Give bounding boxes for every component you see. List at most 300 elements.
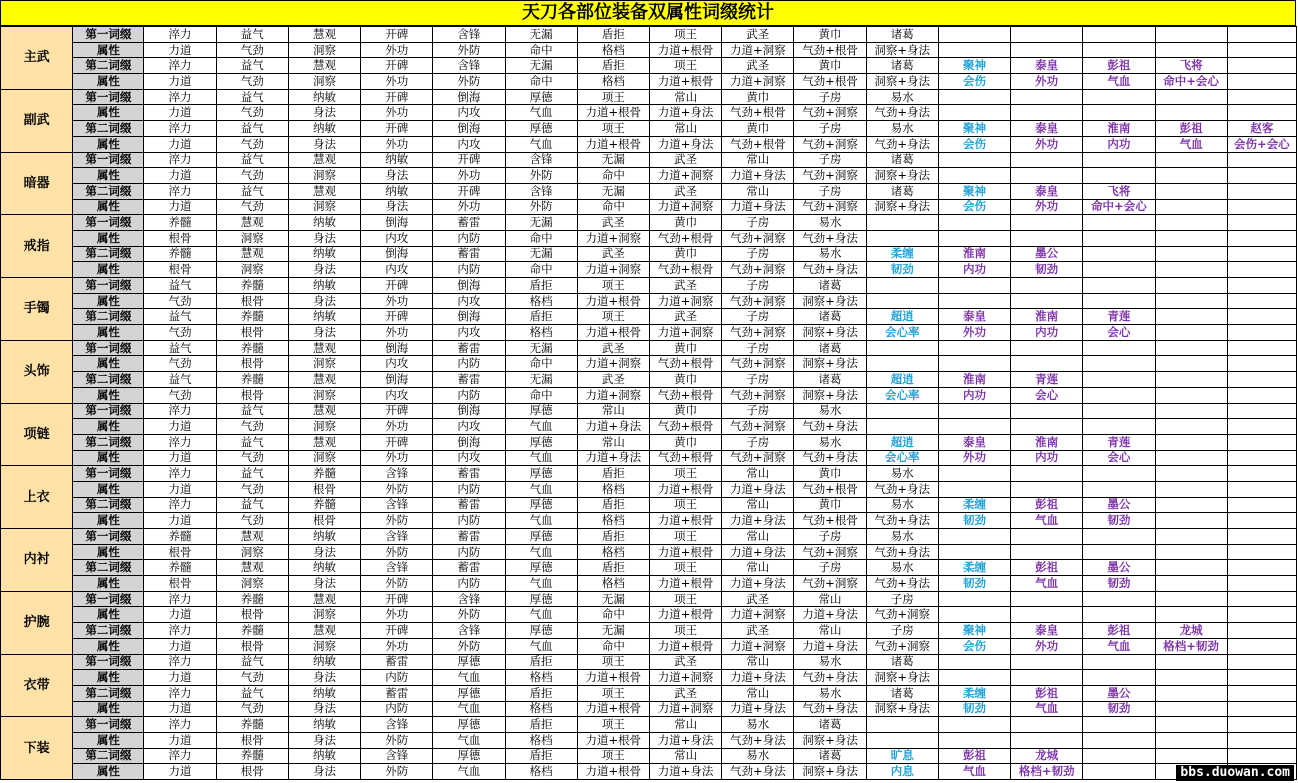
table-cell: 洞察 bbox=[288, 419, 360, 435]
table-cell: 力道 bbox=[144, 701, 216, 717]
row-label: 属性 bbox=[73, 607, 144, 623]
table-cell: 根骨 bbox=[216, 387, 288, 403]
table-cell: 厚德 bbox=[505, 121, 577, 137]
table-cell bbox=[1155, 701, 1227, 717]
table-cell bbox=[938, 278, 1010, 294]
row-label: 第一词缀 bbox=[73, 340, 144, 356]
table-cell: 墨公 bbox=[1011, 246, 1083, 262]
table-cell: 武圣 bbox=[577, 372, 649, 388]
table-cell: 纳敏 bbox=[361, 152, 433, 168]
table-cell: 洞察+身法 bbox=[866, 42, 938, 58]
table-cell bbox=[1011, 591, 1083, 607]
table-cell bbox=[1083, 262, 1155, 278]
table-cell: 根骨 bbox=[288, 513, 360, 529]
table-cell: 彭祖 bbox=[1083, 623, 1155, 639]
table-cell bbox=[1011, 466, 1083, 482]
table-cell: 洞察 bbox=[288, 356, 360, 372]
table-cell: 格档 bbox=[505, 293, 577, 309]
table-cell: 黄巾 bbox=[649, 372, 721, 388]
table-cell: 会伤 bbox=[938, 638, 1010, 654]
table-cell: 外功 bbox=[938, 325, 1010, 341]
table-cell: 力道 bbox=[144, 168, 216, 184]
table-cell: 养髓 bbox=[144, 215, 216, 231]
table-cell: 超逍 bbox=[866, 372, 938, 388]
table-cell: 外防 bbox=[433, 42, 505, 58]
table-cell: 气劲 bbox=[144, 325, 216, 341]
table-cell: 身法 bbox=[288, 262, 360, 278]
table-cell: 洞察+身法 bbox=[794, 325, 866, 341]
table-cell bbox=[1227, 89, 1296, 105]
part-name: 副武 bbox=[1, 89, 73, 152]
table-cell: 泰皇 bbox=[1011, 183, 1083, 199]
table-cell: 黄巾 bbox=[649, 403, 721, 419]
table-cell: 含锋 bbox=[433, 623, 505, 639]
table-cell: 常山 bbox=[794, 591, 866, 607]
table-cell bbox=[1083, 466, 1155, 482]
table-cell bbox=[1155, 434, 1227, 450]
table-row bbox=[1, 183, 1297, 199]
table-cell: 彭祖 bbox=[1011, 685, 1083, 701]
table-cell: 根骨 bbox=[144, 230, 216, 246]
table-cell: 气血 bbox=[505, 607, 577, 623]
table-cell bbox=[1155, 654, 1227, 670]
table-cell: 易水 bbox=[722, 748, 794, 764]
table-cell bbox=[1227, 670, 1296, 686]
table-cell: 气劲+根骨 bbox=[722, 105, 794, 121]
table-cell: 厚德 bbox=[505, 529, 577, 545]
table-cell bbox=[1083, 387, 1155, 403]
table-cell: 养髓 bbox=[288, 466, 360, 482]
table-cell: 气血 bbox=[505, 419, 577, 435]
table-cell: 力道+根骨 bbox=[577, 293, 649, 309]
table-cell: 子房 bbox=[794, 183, 866, 199]
table-cell: 常山 bbox=[577, 434, 649, 450]
table-cell: 盾拒 bbox=[505, 748, 577, 764]
table-cell bbox=[938, 732, 1010, 748]
table-cell: 飞将 bbox=[1083, 183, 1155, 199]
table-cell: 益气 bbox=[216, 497, 288, 513]
table-cell: 力道 bbox=[144, 638, 216, 654]
table-cell: 力道 bbox=[144, 732, 216, 748]
table-cell: 项王 bbox=[577, 309, 649, 325]
table-cell: 格档+韧劲 bbox=[1155, 638, 1227, 654]
table-cell bbox=[1155, 419, 1227, 435]
table-cell: 淬力 bbox=[144, 89, 216, 105]
table-cell: 含锋 bbox=[505, 183, 577, 199]
table-cell: 子房 bbox=[794, 152, 866, 168]
table-cell: 内防 bbox=[361, 701, 433, 717]
table-cell: 倒海 bbox=[433, 434, 505, 450]
table-cell: 会心 bbox=[1011, 387, 1083, 403]
table-cell: 气劲+身法 bbox=[794, 230, 866, 246]
table-cell: 项王 bbox=[649, 497, 721, 513]
table-row bbox=[1, 670, 1297, 686]
table-cell: 黄巾 bbox=[722, 89, 794, 105]
table-cell: 洞察 bbox=[216, 262, 288, 278]
table-cell: 养髓 bbox=[216, 623, 288, 639]
table-cell bbox=[1083, 27, 1155, 43]
table-cell: 超逍 bbox=[866, 434, 938, 450]
table-cell bbox=[1083, 168, 1155, 184]
table-cell: 诸葛 bbox=[866, 183, 938, 199]
table-cell bbox=[1155, 325, 1227, 341]
table-row bbox=[1, 325, 1297, 341]
table-cell: 洞察+身法 bbox=[866, 670, 938, 686]
table-cell: 力道+身法 bbox=[649, 136, 721, 152]
table-cell: 外功 bbox=[361, 42, 433, 58]
table-row bbox=[1, 434, 1297, 450]
table-cell bbox=[1155, 717, 1227, 733]
table-cell: 淬力 bbox=[144, 121, 216, 137]
table-cell: 会伤 bbox=[938, 199, 1010, 215]
table-cell: 力道+洞察 bbox=[722, 638, 794, 654]
table-cell: 格档 bbox=[577, 576, 649, 592]
row-label: 属性 bbox=[73, 764, 144, 780]
table-cell: 力道 bbox=[144, 450, 216, 466]
part-name: 戒指 bbox=[1, 215, 73, 278]
row-label: 属性 bbox=[73, 325, 144, 341]
table-row bbox=[1, 121, 1297, 137]
table-cell bbox=[1227, 325, 1296, 341]
table-cell: 气劲+身法 bbox=[794, 419, 866, 435]
table-cell: 含锋 bbox=[361, 529, 433, 545]
table-cell: 力道+身法 bbox=[722, 513, 794, 529]
table-cell: 易水 bbox=[794, 246, 866, 262]
table-cell: 洞察 bbox=[216, 576, 288, 592]
table-cell: 淮南 bbox=[1011, 309, 1083, 325]
table-cell bbox=[866, 230, 938, 246]
table-cell bbox=[1083, 591, 1155, 607]
table-cell: 洞察 bbox=[288, 607, 360, 623]
table-cell: 无漏 bbox=[577, 623, 649, 639]
table-cell: 泰皇 bbox=[938, 434, 1010, 450]
part-name: 下装 bbox=[1, 717, 73, 780]
table-cell: 外功 bbox=[361, 74, 433, 90]
table-cell: 子房 bbox=[722, 246, 794, 262]
table-cell: 气劲+洞察 bbox=[794, 576, 866, 592]
table-cell: 淬力 bbox=[144, 403, 216, 419]
table-cell: 益气 bbox=[216, 58, 288, 74]
table-cell bbox=[1155, 340, 1227, 356]
table-cell bbox=[1227, 560, 1296, 576]
table-cell bbox=[1155, 670, 1227, 686]
table-cell bbox=[866, 419, 938, 435]
table-cell: 盾拒 bbox=[577, 58, 649, 74]
table-cell: 开碑 bbox=[361, 27, 433, 43]
table-cell bbox=[1227, 748, 1296, 764]
table-cell: 力道 bbox=[144, 105, 216, 121]
table-cell: 武圣 bbox=[649, 152, 721, 168]
table-cell: 外防 bbox=[361, 544, 433, 560]
table-cell: 养髓 bbox=[216, 278, 288, 294]
table-cell: 无漏 bbox=[577, 591, 649, 607]
table-cell: 气劲+根骨 bbox=[649, 387, 721, 403]
table-cell: 力道+身法 bbox=[649, 764, 721, 780]
table-cell: 气劲+身法 bbox=[722, 764, 794, 780]
table-cell bbox=[1083, 654, 1155, 670]
table-cell: 淬力 bbox=[144, 58, 216, 74]
table-cell: 气劲+洞察 bbox=[794, 136, 866, 152]
table-row bbox=[1, 105, 1297, 121]
table-cell: 内功 bbox=[1011, 450, 1083, 466]
table-cell: 易水 bbox=[794, 685, 866, 701]
row-label: 属性 bbox=[73, 732, 144, 748]
table-cell: 项王 bbox=[649, 27, 721, 43]
table-cell: 纳敏 bbox=[288, 215, 360, 231]
table-row bbox=[1, 513, 1297, 529]
table-cell bbox=[1011, 105, 1083, 121]
table-cell: 武圣 bbox=[649, 685, 721, 701]
table-cell: 力道+洞察 bbox=[722, 607, 794, 623]
table-row bbox=[1, 450, 1297, 466]
table-cell bbox=[938, 215, 1010, 231]
table-cell bbox=[1155, 246, 1227, 262]
table-cell: 气劲 bbox=[216, 136, 288, 152]
table-cell: 气劲+根骨 bbox=[649, 230, 721, 246]
table-cell: 开碑 bbox=[361, 309, 433, 325]
table-cell bbox=[1227, 701, 1296, 717]
table-cell: 开碑 bbox=[361, 591, 433, 607]
table-cell: 气劲 bbox=[216, 168, 288, 184]
table-cell: 养髓 bbox=[288, 497, 360, 513]
table-cell bbox=[1227, 215, 1296, 231]
table-row bbox=[1, 717, 1297, 733]
table-cell: 武圣 bbox=[722, 27, 794, 43]
row-label: 属性 bbox=[73, 356, 144, 372]
table-cell: 气劲+洞察 bbox=[794, 199, 866, 215]
row-label: 第二词缀 bbox=[73, 121, 144, 137]
table-cell bbox=[938, 591, 1010, 607]
table-cell: 易水 bbox=[866, 529, 938, 545]
table-cell: 淬力 bbox=[144, 27, 216, 43]
table-cell: 厚德 bbox=[505, 623, 577, 639]
table-cell: 会伤 bbox=[938, 74, 1010, 90]
table-row bbox=[1, 356, 1297, 372]
table-cell: 力道+洞察 bbox=[577, 387, 649, 403]
table-cell: 慧观 bbox=[288, 58, 360, 74]
table-cell: 外功 bbox=[1011, 638, 1083, 654]
table-cell: 气血 bbox=[1011, 576, 1083, 592]
row-label: 属性 bbox=[73, 450, 144, 466]
table-cell bbox=[1227, 246, 1296, 262]
table-cell: 力道+根骨 bbox=[649, 481, 721, 497]
table-cell: 命中 bbox=[505, 387, 577, 403]
table-row bbox=[1, 403, 1297, 419]
table-cell: 格档 bbox=[505, 701, 577, 717]
table-cell: 洞察 bbox=[288, 74, 360, 90]
table-cell bbox=[1011, 607, 1083, 623]
table-cell bbox=[1083, 419, 1155, 435]
table-cell: 气劲 bbox=[216, 513, 288, 529]
table-cell: 外防 bbox=[505, 168, 577, 184]
table-cell: 柔缠 bbox=[938, 560, 1010, 576]
table-cell: 根骨 bbox=[216, 293, 288, 309]
row-label: 第二词缀 bbox=[73, 246, 144, 262]
table-cell: 力道+根骨 bbox=[577, 701, 649, 717]
table-cell: 气血 bbox=[505, 450, 577, 466]
row-label: 第二词缀 bbox=[73, 623, 144, 639]
table-cell bbox=[1227, 607, 1296, 623]
table-cell: 子房 bbox=[722, 403, 794, 419]
table-cell: 易水 bbox=[866, 89, 938, 105]
table-cell bbox=[1011, 403, 1083, 419]
table-cell: 盾拒 bbox=[505, 717, 577, 733]
table-cell: 力道+根骨 bbox=[577, 670, 649, 686]
table-cell: 倒海 bbox=[433, 89, 505, 105]
table-cell: 命中 bbox=[577, 638, 649, 654]
table-cell: 气劲+根骨 bbox=[649, 419, 721, 435]
table-cell: 益气 bbox=[216, 183, 288, 199]
table-cell: 厚德 bbox=[505, 560, 577, 576]
table-cell: 淬力 bbox=[144, 183, 216, 199]
table-cell: 气血 bbox=[505, 576, 577, 592]
table-cell: 淬力 bbox=[144, 748, 216, 764]
table-cell: 淬力 bbox=[144, 591, 216, 607]
table-cell: 根骨 bbox=[144, 262, 216, 278]
table-cell: 力道+根骨 bbox=[649, 607, 721, 623]
table-cell bbox=[1083, 748, 1155, 764]
table-row bbox=[1, 293, 1297, 309]
table-cell: 韧劲 bbox=[1083, 513, 1155, 529]
table-cell: 黄巾 bbox=[794, 27, 866, 43]
table-cell: 黄巾 bbox=[649, 340, 721, 356]
table-cell: 韧劲 bbox=[938, 576, 1010, 592]
table-cell: 身法 bbox=[288, 293, 360, 309]
table-cell: 厚德 bbox=[505, 591, 577, 607]
table-cell: 淮南 bbox=[1083, 121, 1155, 137]
table-cell bbox=[1083, 529, 1155, 545]
table-cell: 内攻 bbox=[433, 136, 505, 152]
table-cell: 内攻 bbox=[433, 293, 505, 309]
table-cell: 气血 bbox=[505, 481, 577, 497]
row-label: 第一词缀 bbox=[73, 529, 144, 545]
table-cell: 根骨 bbox=[216, 764, 288, 780]
table-cell bbox=[1083, 717, 1155, 733]
table-cell bbox=[1227, 309, 1296, 325]
row-label: 第一词缀 bbox=[73, 654, 144, 670]
table-cell: 韧劲 bbox=[1083, 576, 1155, 592]
table-cell bbox=[1155, 450, 1227, 466]
affix-table bbox=[0, 26, 1297, 780]
table-row bbox=[1, 701, 1297, 717]
table-cell bbox=[1155, 748, 1227, 764]
table-row bbox=[1, 529, 1297, 545]
table-cell: 聚神 bbox=[938, 623, 1010, 639]
part-name: 项链 bbox=[1, 403, 73, 466]
table-cell: 黄巾 bbox=[649, 434, 721, 450]
table-cell: 外功 bbox=[361, 293, 433, 309]
table-cell bbox=[938, 42, 1010, 58]
table-cell: 纳敏 bbox=[288, 309, 360, 325]
table-cell: 养髓 bbox=[144, 246, 216, 262]
table-cell: 慧观 bbox=[216, 529, 288, 545]
table-cell: 含锋 bbox=[433, 58, 505, 74]
row-label: 属性 bbox=[73, 262, 144, 278]
table-cell bbox=[1227, 183, 1296, 199]
table-cell: 力道+身法 bbox=[722, 701, 794, 717]
table-cell: 洞察+身法 bbox=[794, 356, 866, 372]
table-cell: 诸葛 bbox=[794, 717, 866, 733]
table-cell: 武圣 bbox=[649, 183, 721, 199]
table-cell bbox=[938, 230, 1010, 246]
table-cell bbox=[1227, 27, 1296, 43]
table-cell: 身法 bbox=[288, 576, 360, 592]
table-cell: 厚德 bbox=[505, 403, 577, 419]
table-cell bbox=[1011, 732, 1083, 748]
table-cell: 纳敏 bbox=[288, 89, 360, 105]
row-label: 第二词缀 bbox=[73, 685, 144, 701]
table-cell: 内防 bbox=[433, 513, 505, 529]
table-cell bbox=[1227, 74, 1296, 90]
table-cell: 黄巾 bbox=[722, 121, 794, 137]
table-cell: 纳敏 bbox=[288, 717, 360, 733]
table-row bbox=[1, 27, 1297, 43]
table-cell: 子房 bbox=[722, 278, 794, 294]
table-cell: 格档 bbox=[577, 42, 649, 58]
table-cell bbox=[938, 607, 1010, 623]
table-cell: 益气 bbox=[144, 278, 216, 294]
table-cell bbox=[1227, 105, 1296, 121]
table-cell bbox=[938, 27, 1010, 43]
table-cell: 气血 bbox=[505, 544, 577, 560]
table-cell bbox=[1011, 544, 1083, 560]
table-cell: 气劲+身法 bbox=[866, 136, 938, 152]
table-cell: 彭祖 bbox=[938, 748, 1010, 764]
table-cell: 淬力 bbox=[144, 466, 216, 482]
table-cell: 开碑 bbox=[361, 121, 433, 137]
row-label: 属性 bbox=[73, 105, 144, 121]
table-cell: 力道+身法 bbox=[794, 607, 866, 623]
table-cell: 外防 bbox=[433, 607, 505, 623]
table-cell bbox=[1227, 199, 1296, 215]
table-row bbox=[1, 199, 1297, 215]
table-cell: 诸葛 bbox=[866, 685, 938, 701]
table-cell: 根骨 bbox=[216, 638, 288, 654]
table-cell: 气劲 bbox=[216, 670, 288, 686]
table-cell: 龙城 bbox=[1155, 623, 1227, 639]
table-cell bbox=[938, 481, 1010, 497]
row-label: 属性 bbox=[73, 481, 144, 497]
table-cell: 盾拒 bbox=[577, 560, 649, 576]
table-row bbox=[1, 278, 1297, 294]
table-cell: 易水 bbox=[866, 121, 938, 137]
table-cell: 格档 bbox=[577, 74, 649, 90]
row-label: 属性 bbox=[73, 168, 144, 184]
table-cell: 气劲 bbox=[216, 419, 288, 435]
table-cell: 身法 bbox=[288, 136, 360, 152]
table-cell: 气劲+根骨 bbox=[794, 74, 866, 90]
table-cell: 益气 bbox=[216, 466, 288, 482]
table-cell: 常山 bbox=[649, 717, 721, 733]
table-cell bbox=[866, 215, 938, 231]
table-cell: 蓄雷 bbox=[433, 560, 505, 576]
table-cell: 气劲+洞察 bbox=[794, 544, 866, 560]
table-cell bbox=[938, 293, 1010, 309]
table-cell: 外功 bbox=[361, 325, 433, 341]
table-cell bbox=[1227, 387, 1296, 403]
table-cell: 气血 bbox=[505, 513, 577, 529]
table-cell: 外防 bbox=[361, 481, 433, 497]
table-cell: 身法 bbox=[288, 670, 360, 686]
table-cell: 会心率 bbox=[866, 387, 938, 403]
table-cell: 洞察 bbox=[288, 450, 360, 466]
table-cell: 泰皇 bbox=[1011, 121, 1083, 137]
table-cell: 养髓 bbox=[216, 372, 288, 388]
table-cell: 根骨 bbox=[216, 732, 288, 748]
table-cell: 会伤 bbox=[938, 136, 1010, 152]
table-cell: 气劲 bbox=[144, 387, 216, 403]
table-cell: 气劲+洞察 bbox=[794, 105, 866, 121]
